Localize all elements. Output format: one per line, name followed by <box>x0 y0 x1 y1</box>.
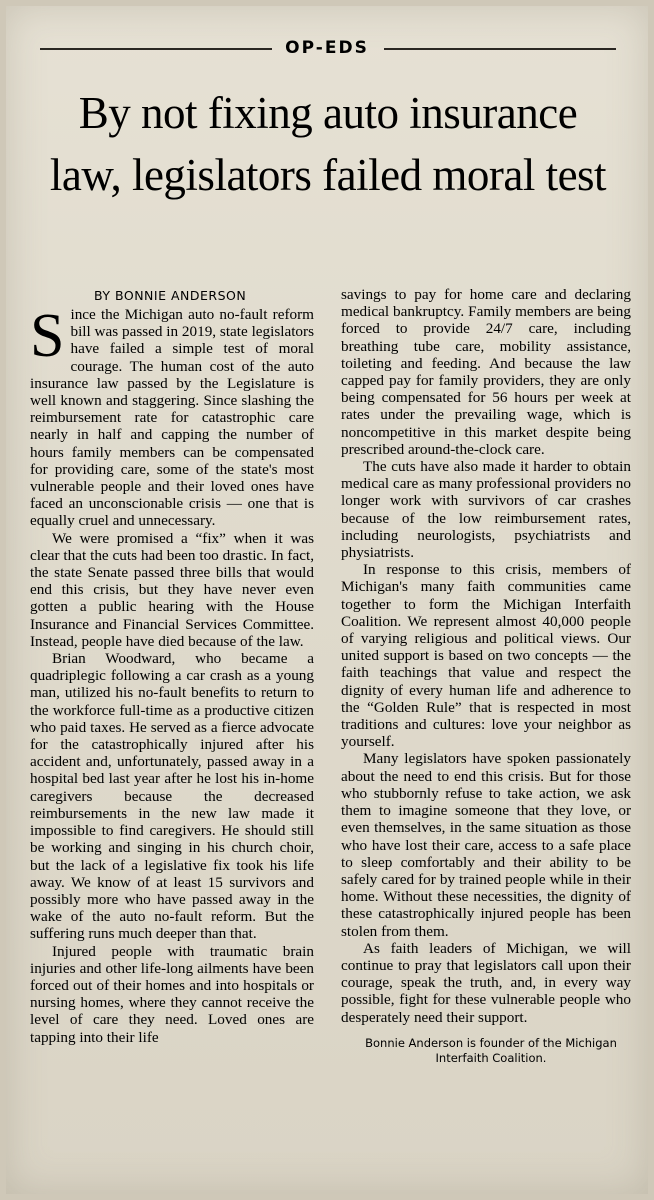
paragraph <box>30 302 314 530</box>
section-label: OP-EDS <box>285 38 369 58</box>
paragraph: The cuts have also made it harder to obtain medical care as many professional providers no longer work with survivors of car crashes because of the low reimbursement rates, including neurologists, psychiatrists and physiatrists. <box>341 458 631 562</box>
paragraph: savings to pay for home care and declaring medical bankruptcy. Family members are being forced to provide 24/7 care, including breathing tube care, mobility assistance, toileting and feeding. And because the law capped pay for family providers, they are only being compensated for 56 hours per week at rates under the prevailing wage, which is noncompetitive in this market despite being prescribed around-the-clock care. <box>341 286 631 458</box>
paragraph: We were promised a “fix” when it was clear that the cuts had been too drastic. In fact, the state Senate passed three bills that would end this crisis, but they have never even gotten a public hearing with the House Insurance and Financial Services Committee. Instead, people have died because of the law. <box>30 529 314 650</box>
headline: By not fixing auto insurance law, legislators failed moral test <box>49 88 607 200</box>
paragraph: In response to this crisis, members of Michigan's many faith communities came together to form the Michigan Interfaith Coalition. We represent almost 40,000 people of varying religious and political views. Our united support is based on two concepts — the faith teachings that value and respect the dignity of every human life and adherence to the “Golden Rule” that is respected in most traditions and cultures: love your neighbor as yourself. <box>341 561 631 751</box>
article-column-right <box>341 286 631 1066</box>
paragraph: Injured people with traumatic brain injuries and other life-long ailments have been forced out of their homes and into hospitals or nursing homes, where they cannot receive the level of care they need. Loved ones are tapping into their life <box>30 942 314 1046</box>
paragraph: Brian Woodward, who became a quadriplegic following a car crash as a young man, utilized his no-fault benefits to return to the workforce full-time as a productive citizen who paid taxes. He served as a fierce advocate for the catastrophically injured after his accident and, unfortunately, passed away in a hospital bed last year after he lost his in-home caregivers because the decreased reimbursements in the new law made it impossible to find caregivers. He should still be working and singing in his church choir, but the lack of a legislative fix took his life away. We know of at least 15 survivors and possibly more who have passed away in the wake of the auto no-fault reform. But the suffering runs much deeper than that. <box>30 650 314 943</box>
paragraph-text: ince the Michigan auto no-fault reform bill was passed in 2019, state legislators have failed a simple test of moral courage. The human cost of the auto insurance law passed by the Legislature is well known and staggering. Since slashing the reimbursement rate for catastrophic care nearly in half and capping the number of hours family members can be compensated for providing care, some of the state's most vulnerable people and their loved ones have faced an unconscionable crisis — one that is equally cruel and unnecessary. <box>30 306 314 530</box>
article-column-left <box>30 302 314 1046</box>
dropcap: S <box>30 302 65 370</box>
section-rule-right <box>384 48 616 50</box>
paragraph: Many legislators have spoken passionately about the need to end this crisis. But for those who stubbornly refuse to take action, we ask them to imagine someone that they love, or even themselves, in the same situation as those who have lost their care, access to a safe place to sleep comfortably and their ability to be safely cared for by trained people while in their home. Without these necessities, the dignity of these catastrophically injured people has been stolen from them. <box>341 750 631 940</box>
byline: BY BONNIE ANDERSON <box>94 288 247 303</box>
author-bio: Bonnie Anderson is founder of the Michigan Interfaith Coalition. <box>365 1035 617 1065</box>
paragraph: As faith leaders of Michigan, we will continue to pray that legislators call upon their courage, speak the truth, and, in every way possible, fight for these vulnerable people who desperately need their support. <box>341 939 631 1026</box>
